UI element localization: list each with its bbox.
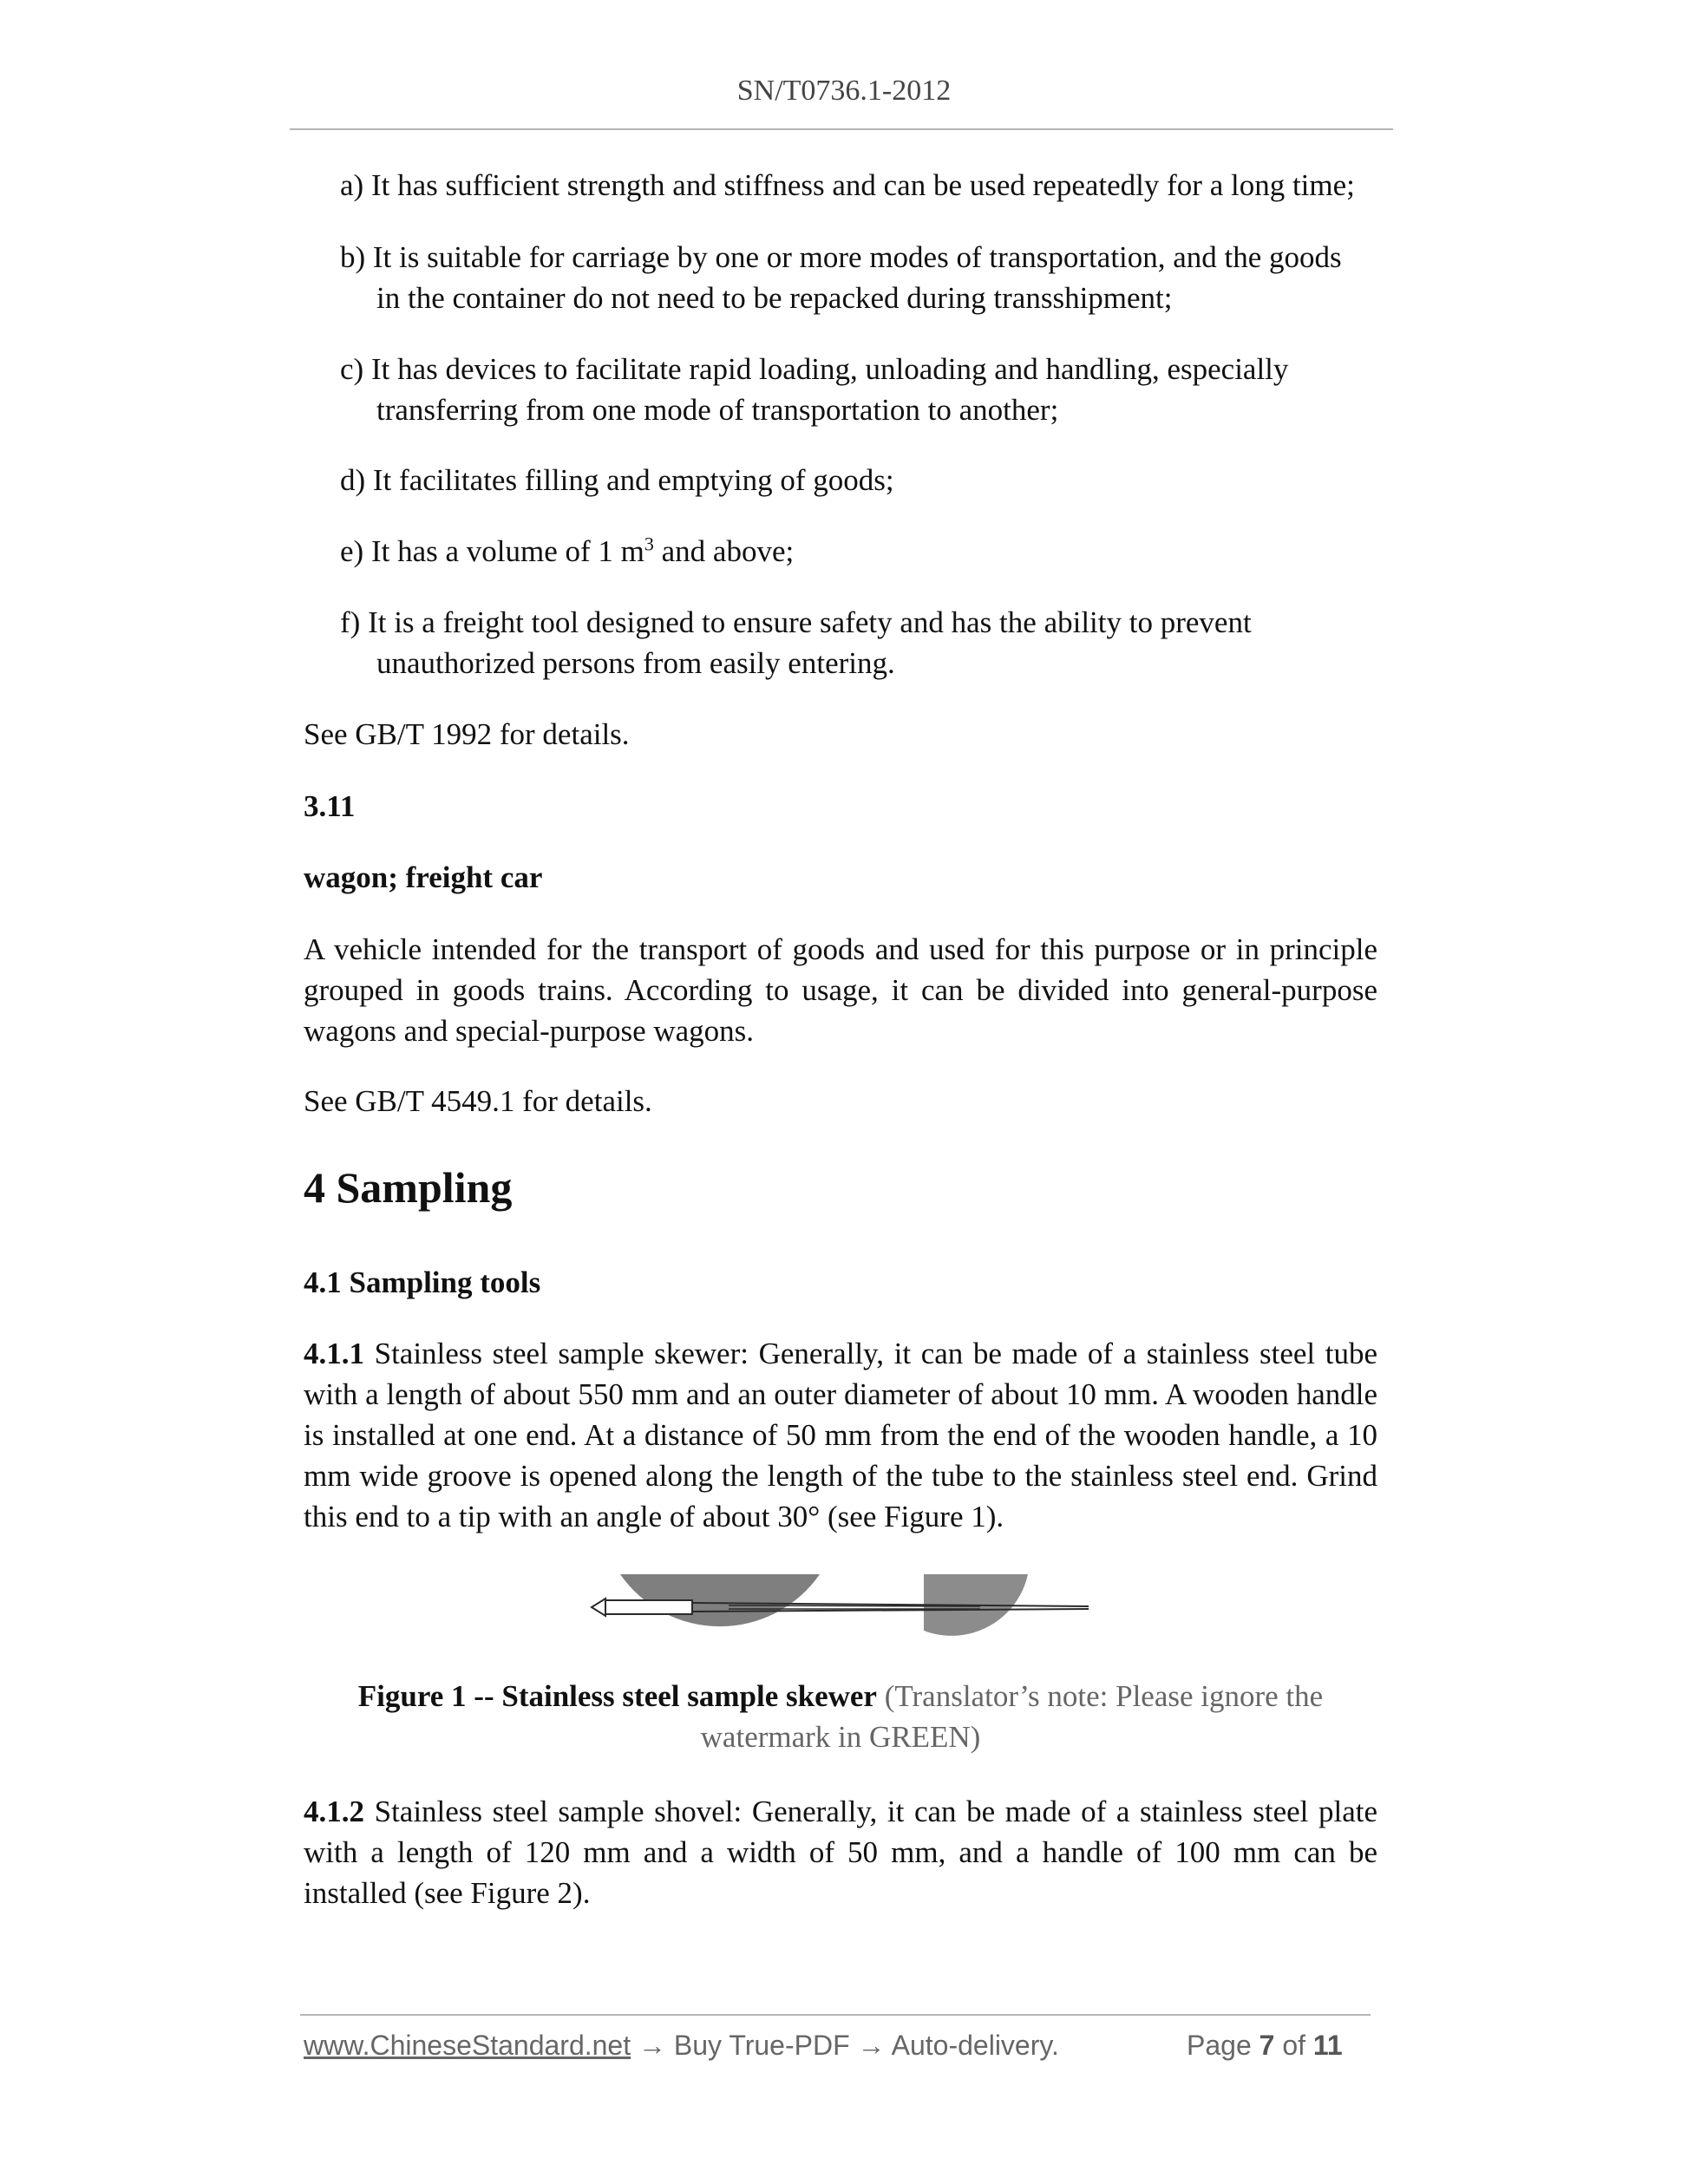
footer-promo	[304, 2030, 1059, 2068]
clause-text: Stainless steel sample skewer: Generally, it can be made of a stainless steel tube with a length of about 550 mm and an outer diameter of about 10 mm. A wooden handle is installed at one end. At a distance of 50 mm from the end of the wooden handle, a 10 mm wide groove is opened along the length of the tube to the stainless steel end. Grind this end to a tip with an angle of about 30° (see Figure 1).	[304, 1337, 1377, 1533]
superscript: 3	[644, 533, 654, 555]
page-label: Page	[1187, 2030, 1252, 2061]
item-letter: c)	[340, 352, 364, 386]
page-number: 7	[1259, 2030, 1275, 2061]
item-text-continued: unauthorized persons from easily entering.	[376, 646, 895, 680]
term-name: wagon; freight car	[304, 860, 543, 894]
item-text-continued: transferring from one mode of transportation to another;	[376, 393, 1059, 427]
of-label: of	[1282, 2030, 1305, 2061]
figure-1-caption	[304, 1676, 1377, 1757]
clause-number: 4.1.2	[304, 1795, 364, 1828]
page-header-title: SN/T0736.1-2012	[736, 75, 952, 107]
list-item-c	[340, 349, 1377, 430]
list-item-d	[340, 460, 1377, 500]
item-letter: d)	[340, 463, 366, 497]
footer-divider	[300, 2014, 1371, 2016]
list-item-f	[340, 602, 1377, 683]
item-text: It is a freight tool designed to ensure safety and has the ability to prevent	[368, 605, 1252, 639]
item-text: It has sufficient strength and stiffness and can be used repeatedly for a long time;	[370, 168, 1355, 202]
item-letter: a)	[340, 168, 364, 202]
figure-1-skewer-image	[590, 1574, 1097, 1644]
section-heading: 4 Sampling	[304, 1163, 513, 1212]
list-item-b	[340, 237, 1377, 318]
item-letter: b)	[340, 240, 366, 274]
item-letter: f)	[340, 605, 361, 639]
item-text-end: and above;	[653, 534, 795, 568]
item-text: It facilitates filling and emptying of goods;	[372, 463, 894, 497]
subsection-heading: 4.1 Sampling tools	[304, 1265, 541, 1299]
see-reference: See GB/T 4549.1 for details.	[304, 1084, 652, 1118]
term-definition: A vehicle intended for the transport of goods and used for this purpose or in principle grouped in goods trains. According to usage, it can be divided into general-purpose wagons and special-purpose wagons.	[304, 932, 1377, 1048]
header-divider	[290, 128, 1393, 130]
item-text: It has a volume of 1 m	[370, 534, 644, 568]
page-total: 11	[1312, 2030, 1343, 2061]
see-reference: See GB/T 1992 for details.	[304, 717, 630, 751]
list-item-a	[340, 165, 1377, 206]
clause-4-1-2	[304, 1791, 1377, 1913]
figure-caption-title: Figure 1 -- Stainless steel sample skewer	[357, 1679, 877, 1713]
list-item-e	[340, 531, 1377, 572]
item-text: It has devices to facilitate rapid loading, unloading and handling, especially	[370, 352, 1289, 386]
footer-promo-text: → Buy True-PDF → Auto-delivery.	[631, 2030, 1059, 2061]
clause-number: 4.1.1	[304, 1337, 364, 1370]
translator-note: (Translator’s note: Please ignore the watermark in GREEN)	[700, 1679, 1324, 1754]
item-letter: e)	[340, 534, 364, 568]
term-number: 3.11	[304, 789, 356, 823]
page-indicator	[1187, 2030, 1343, 2068]
item-text: It is suitable for carriage by one or more modes of transportation, and the goods	[372, 240, 1342, 274]
clause-text: Stainless steel sample shovel: Generally, it can be made of a stainless steel plate with a length of 120 mm and a width of 50 mm, and a handle of 100 mm can be installed (see Figure 2).	[304, 1795, 1377, 1910]
clause-4-1-1	[304, 1333, 1377, 1537]
item-text-continued: in the container do not need to be repacked during transshipment;	[376, 281, 1173, 315]
footer-website-link[interactable]: www.ChineseStandard.net	[304, 2030, 631, 2061]
